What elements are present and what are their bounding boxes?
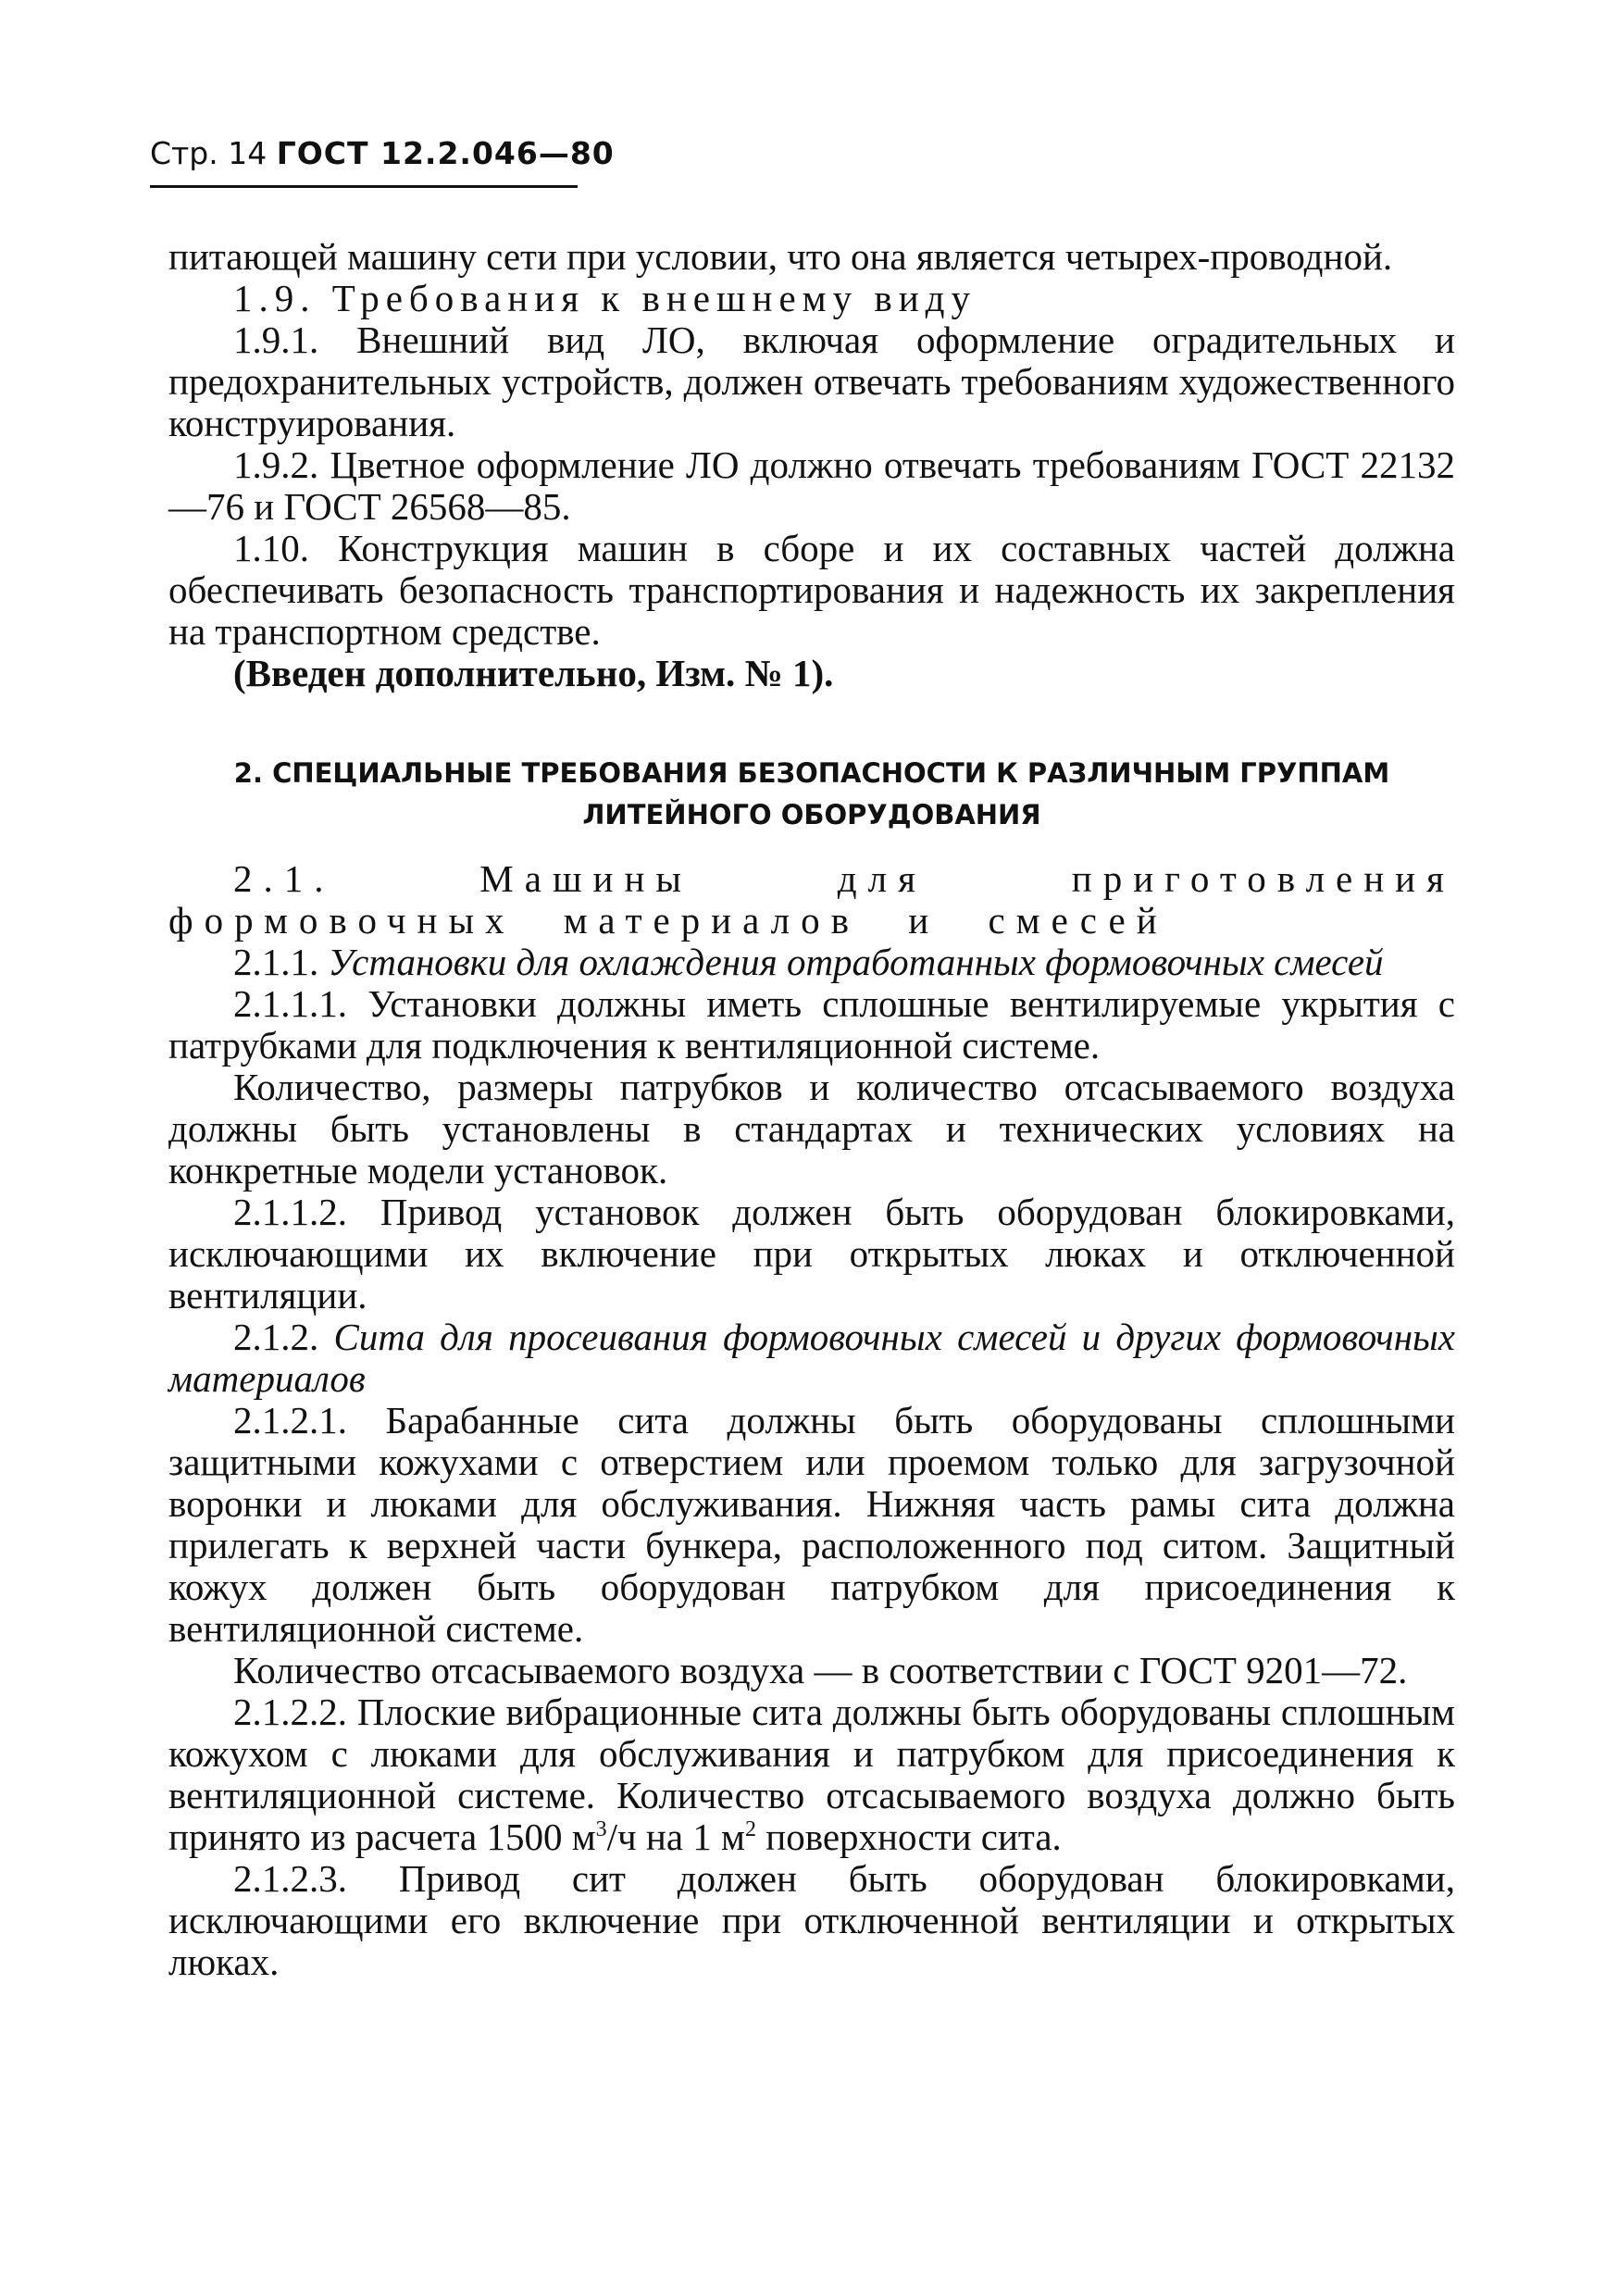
header-rule xyxy=(150,185,578,188)
subsection-heading-1-9: 1.9. Требования к внешнему виду xyxy=(233,277,977,319)
paragraph-2-1-2-3: 2.1.2.3. Привод сит должен быть оборудован блокировками, исключающими его включение при отключенной вентиляции и открытых люках. xyxy=(168,1857,1455,1983)
paragraph-1-9-1: 1.9.1. Внешний вид ЛО, включая оформление оградительных и предохранительных устройств, должен отвечать требованиям художественного конструирования. xyxy=(168,318,1455,444)
subsection-heading-2-1-1 xyxy=(168,942,1455,983)
page-header xyxy=(150,135,615,172)
paragraph-2-1-2-2 xyxy=(168,1691,1455,1858)
subsection-heading-2-1-2 xyxy=(168,1316,1455,1400)
paragraph-1-9-2: 1.9.2. Цветное оформление ЛО должно отвечать требованиям ГОСТ 22132—76 и ГОСТ 26568—85. xyxy=(168,443,1455,528)
section-title-line-2: ЛИТЕЙНОГО ОБОРУДОВАНИЯ xyxy=(582,799,1041,830)
page-label: Стр. 14 xyxy=(150,135,268,171)
paragraph-1-10: 1.10. Конструкция машин в сборе и их составных частей должна обеспечивать безопасность транспортирования и надежность их закрепления на транспортном средстве. xyxy=(168,527,1455,653)
section-title xyxy=(168,753,1455,836)
clause-number: 2.1.2. xyxy=(233,1316,334,1358)
paragraph-2-1-2-1: 2.1.2.1. Барабанные сита должны быть оборудованы сплошными защитными кожухами с отверстием или проемом только для загрузочной воронки и люками для обслуживания. Нижняя часть рамы сита должна прилегать к верхней части бункера, расположенного под ситом. Защитный кожух должен быть оборудован патрубком для присоединения к вентиляционной системе. xyxy=(168,1399,1455,1650)
subsection-heading-2-1: 2.1. Машины для приготовления формовочных материалов и смесей xyxy=(168,857,1455,942)
amendment-note: (Введен дополнительно, Изм. № 1). xyxy=(233,652,834,694)
text-fragment: /ч на 1 м xyxy=(606,1816,746,1858)
clause-number: 2.1.1. xyxy=(233,941,329,983)
text-fragment: 2.1.2.2. Плоские вибрационные сита должны быть оборудованы сплошным кожухом с люками для обслуживания и патрубком для присоединения к вентиляционной системе. Количество отсасываемого воздуха должно быть принято из расчета 1500 м xyxy=(168,1691,1455,1858)
superscript: 2 xyxy=(745,1817,757,1841)
paragraph-2-1-1-2: 2.1.1.2. Привод установок должен быть оборудован блокировками, исключающими их включение при открытых люках и отключенной вентиляции. xyxy=(168,1191,1455,1316)
superscript: 3 xyxy=(595,1817,607,1841)
paragraph-air-quantity: Количество, размеры патрубков и количество отсасываемого воздуха должны быть установлены в стандартах и технических условиях на конкретные модели установок. xyxy=(168,1066,1455,1192)
document-body xyxy=(168,236,1455,1983)
text-fragment: поверхности сита. xyxy=(756,1816,1062,1858)
paragraph-continued: питающей машину сети при условии, что она является четырех-проводной. xyxy=(168,235,1393,278)
clause-title: Сита для просеивания формовочных смесей и других формовочных материалов xyxy=(168,1316,1455,1400)
paragraph-2-1-1-1: 2.1.1.1. Установки должны иметь сплошные вентилируемые укрытия с патрубками для подключения к вентиляционной системе. xyxy=(168,982,1455,1067)
standard-number: ГОСТ 12.2.046—80 xyxy=(276,135,615,171)
clause-title: Установки для охлаждения отработанных формовочных смесей xyxy=(328,941,1384,983)
section-title-line-1: 2. СПЕЦИАЛЬНЫЕ ТРЕБОВАНИЯ БЕЗОПАСНОСТИ К РАЗЛИЧНЫМ ГРУППАМ xyxy=(233,757,1390,789)
paragraph-air-gost: Количество отсасываемого воздуха — в соответствии с ГОСТ 9201—72. xyxy=(233,1649,1408,1691)
